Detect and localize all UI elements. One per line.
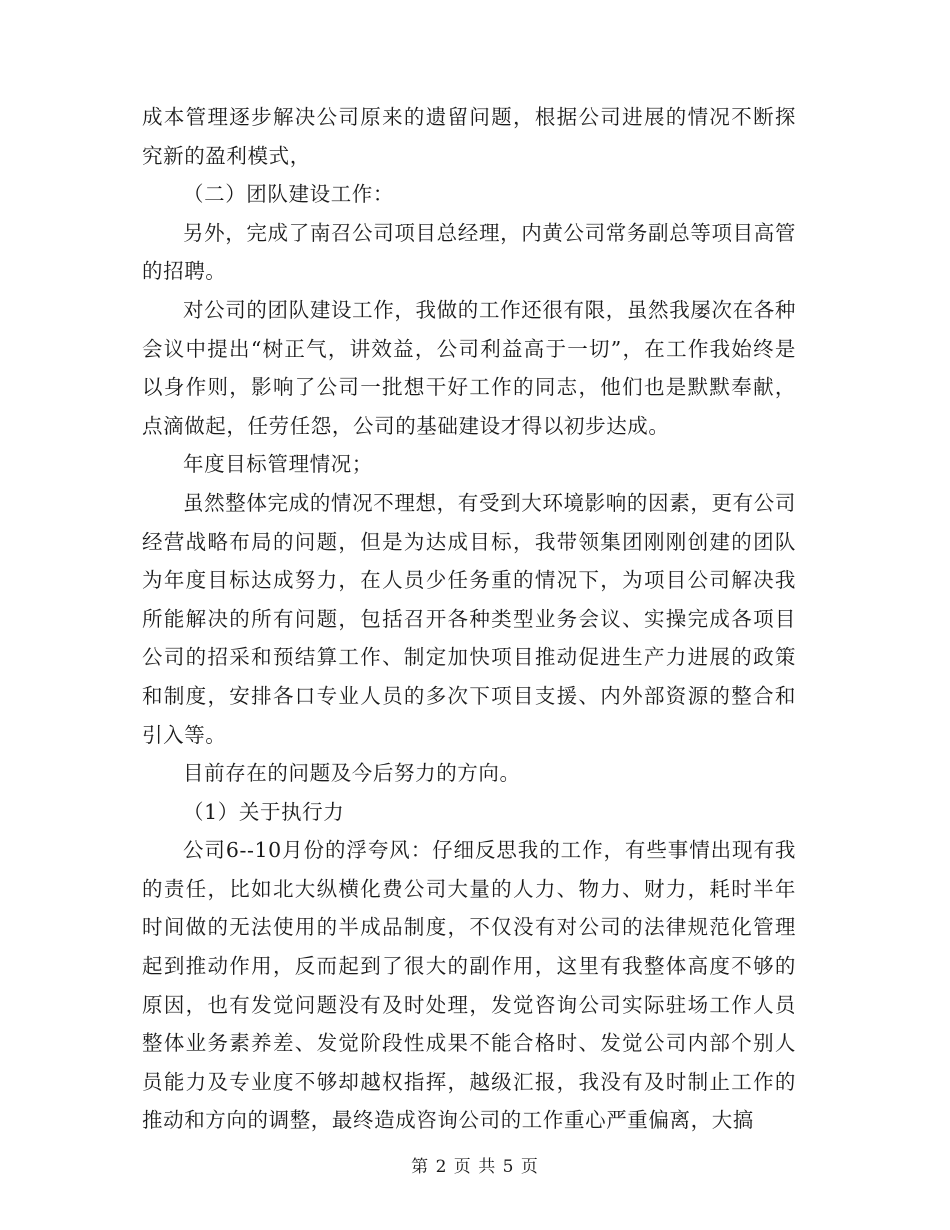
paragraph: 公司6--10月份的浮夸风：仔细反思我的工作，有些事情出现有我的责任，比如北大纵横化费公司大量的人力、物力、财力，耗时半年时间做的无法使用的半成品制度，不仅没有对公司的法律规范化管理起到推动作用，反而起到了很大的副作用，这里有我整体高度不够的原因，也有发觉问题没有及时处理，发觉咨询公司实际驻场工作人员整体业务素养差、发觉阶段性成果不能合格时、发觉公司内部个别人员能力及专业度不够却越权指挥，越级汇报，我没有及时制止工作的推动和方向的调整，最终造成咨询公司的工作重心严重偏离，大搞	[142, 838, 796, 1133]
paragraph: 虽然整体完成的情况不理想，有受到大环境影响的因素，更有公司经营战略布局的问题，但是为达成目标，我带领集团刚刚创建的团队为年度目标达成努力，在人员少任务重的情况下，为项目公司解决我所能解决的所有问题，包括召开各种类型业务会议、实操完成各项目公司的招采和预结算工作、制定加快项目推动促进生产力进展的政策和制度，安排各口专业人员的多次下项目支援、内外部资源的整合和引入等。	[142, 490, 796, 747]
section-heading-problems: 目前存在的问题及今后努力的方向。	[183, 761, 521, 786]
section-heading-execution: （1）关于执行力	[183, 799, 345, 824]
paragraph: 对公司的团队建设工作，我做的工作还很有限，虽然我屡次在各种会议中提出“树正气，讲效益，公司利益高于一切”，在工作我始终是以身作则，影响了公司一批想干好工作的同志，他们也是默默奉献，点滴做起，任劳任怨，公司的基础建设才得以初步达成。	[142, 297, 796, 438]
document-body	[142, 98, 796, 1140]
section-heading-team-building: （二）团队建设工作：	[183, 182, 394, 207]
paragraph: 另外，完成了南召公司项目总经理，内黄公司常务副总等项目高管的招聘。	[142, 220, 796, 284]
paragraph: 成本管理逐步解决公司原来的遗留问题，根据公司进展的情况不断探究新的盈利模式，	[142, 105, 796, 168]
section-heading-annual-goals: 年度目标管理情况；	[183, 452, 373, 477]
page-number-footer: 第 2 页 共 5 页	[411, 1157, 539, 1177]
